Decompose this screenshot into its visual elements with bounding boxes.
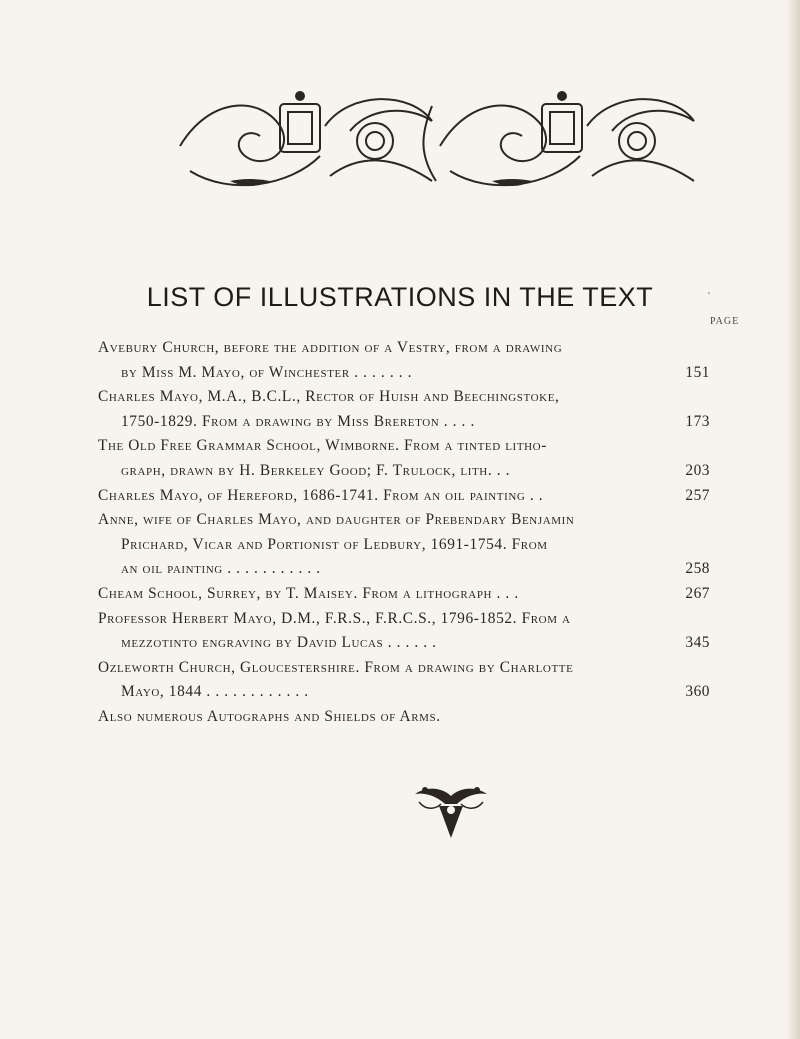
- list-line: [98, 459, 710, 484]
- entry-page: 267: [685, 584, 710, 602]
- illustration-list: [98, 336, 710, 730]
- entry-page: 360: [685, 683, 710, 701]
- list-line: [98, 582, 710, 607]
- tailpiece-ornament: [405, 782, 497, 842]
- page-title: LIST OF ILLUSTRATIONS IN THE TEXT: [146, 282, 654, 312]
- entry-text: graph, drawn by H. Berkeley Good; F. Trulock, lith. . .: [121, 461, 511, 479]
- list-line: [98, 705, 710, 730]
- page-column-label: PAGE: [710, 316, 740, 327]
- list-line: [98, 385, 710, 410]
- list-line: [98, 336, 710, 361]
- list-line: [98, 361, 710, 386]
- entry-text: Mayo, 1844 . . . . . . . . . . . .: [121, 683, 309, 701]
- entry-text: by Miss M. Mayo, of Winchester . . . . . . .: [121, 363, 413, 381]
- entry-page: 257: [685, 486, 710, 504]
- entry-text: Charles Mayo, M.A., B.C.L., Rector of Huish and Beechingstoke,: [98, 388, 560, 406]
- entry-text: Also numerous Autographs and Shields of Arms.: [98, 707, 441, 725]
- entry-text: Anne, wife of Charles Mayo, and daughter of Prebendary Benjamin: [98, 511, 575, 529]
- entry-page: 203: [685, 461, 710, 479]
- list-line: [98, 631, 710, 656]
- entry-text: Charles Mayo, of Hereford, 1686-1741. From an oil painting . .: [98, 486, 544, 504]
- margin-tick: ': [708, 290, 710, 302]
- entry-text: Ozleworth Church, Gloucestershire. From a drawing by Charlotte: [98, 658, 574, 676]
- page-edge: [786, 0, 800, 1039]
- entry-page: 345: [685, 634, 710, 652]
- list-line: [98, 680, 710, 705]
- list-line: [98, 410, 710, 435]
- entry-text: The Old Free Grammar School, Wimborne. From a tinted litho-: [98, 437, 547, 455]
- list-line: [98, 533, 710, 558]
- list-line: [98, 656, 710, 681]
- headpiece-ornament: [170, 86, 702, 196]
- entry-text: Prichard, Vicar and Portionist of Ledbury, 1691-1754. From: [121, 535, 548, 553]
- entry-text: Cheam School, Surrey, by T. Maisey. From a lithograph . . .: [98, 584, 519, 602]
- list-line: [98, 508, 710, 533]
- entry-text: Professor Herbert Mayo, D.M., F.R.S., F.R.C.S., 1796-1852. From a: [98, 609, 571, 627]
- list-line: [98, 484, 710, 509]
- entry-text: mezzotinto engraving by David Lucas . . . . . .: [121, 634, 437, 652]
- entry-text: Avebury Church, before the addition of a Vestry, from a drawing: [98, 339, 563, 356]
- list-line: [98, 434, 710, 459]
- entry-page: 258: [685, 560, 710, 578]
- list-line: [98, 557, 710, 582]
- entry-page: 151: [685, 363, 710, 381]
- entry-text: an oil painting . . . . . . . . . . .: [121, 560, 321, 578]
- list-line: [98, 607, 710, 632]
- entry-text: 1750-1829. From a drawing by Miss Brereton . . . .: [121, 412, 475, 430]
- entry-page: 173: [685, 412, 710, 430]
